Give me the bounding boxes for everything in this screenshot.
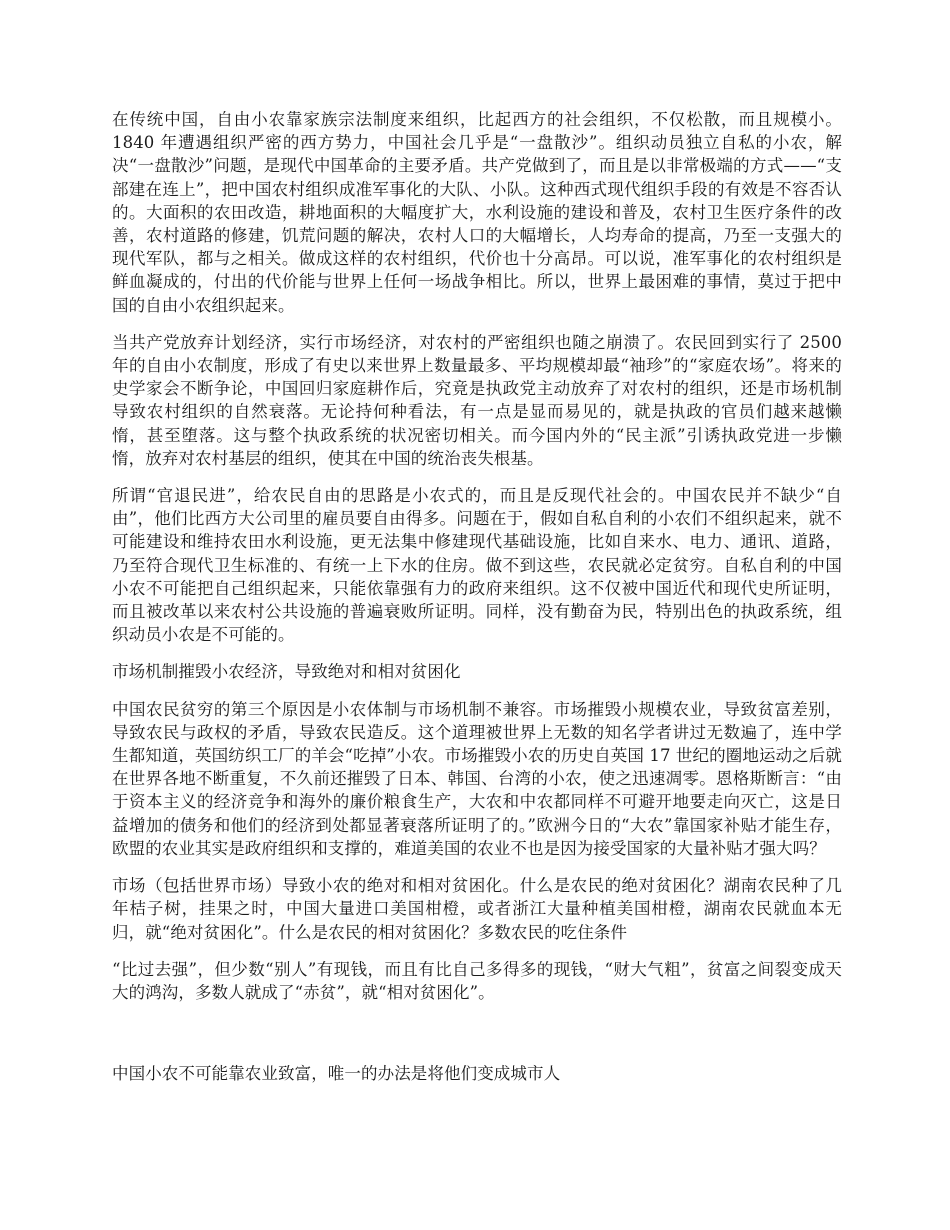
section-heading-urbanization: 中国小农不可能靠农业致富，唯一的办法是将他们变成城市人 <box>112 1064 561 1084</box>
paragraph-absolute-relative-poverty: 市场（包括世界市场）导致小农的绝对和相对贫困化。什么是农民的绝对贫困化？湖南农民种了几年桔子树，挂果之时，中国大量进口美国柑橙，或者浙江大量种植美国柑橙，湖南农民就血本无归，就“绝对贫困化”。什么是农民的相对贫困化？多数农民的吃住条件 <box>112 876 842 942</box>
paragraph-poverty-continued: “比过去强”，但少数“别人”有现钱，而且有比自己多得多的现钱，“财大气粗”，贫富之间裂变成天大的鸿沟，多数人就成了“赤贫”，就“相对贫困化”。 <box>112 959 842 1002</box>
paragraph-traditional-organization: 在传统中国，自由小农靠家族宗法制度来组织，比起西方的社会组织，不仅松散，而且规模小。1840 年遭遇组织严密的西方势力，中国社会几乎是“一盘散沙”。组织动员独立自私的小农，解决“一盘散沙”问题，是现代中国革命的主要矛盾。共产党做到了，而且是以非常极端的方式——“支部建在连上”，把中国农村组织成准军事化的大队、小队。这种西式现代组织手段的有效是不容否认的。大面积的农田改造，耕地面积的大幅度扩大，水利设施的建设和普及，农村卫生医疗条件的改善，农村道路的修建，饥荒问题的解决，农村人口的大幅增长，人均寿命的提高，乃至一支强大的现代军队，都与之相关。做成这样的农村组织，代价也十分高昂。可以说，准军事化的农村组织是鲜血凝成的，付出的代价能与世界上任何一场战争相比。所以，世界上最困难的事情，莫过于把中国的自由小农组织起来。 <box>112 110 842 315</box>
paragraph-officials-retreat: 所谓“官退民进”，给农民自由的思路是小农式的，而且是反现代社会的。中国农民并不缺少“自由”，他们比西方大公司里的雇员要自由得多。问题在于，假如自私自利的小农们不组织起来，就不可能建设和维持农田水利设施，更无法集中修建现代基础设施，比如自来水、电力、通讯、道路，乃至符合现代卫生标准的、有统一上下水的住房。做不到这些，农民就必定贫穷。自私自利的中国小农不可能把自己组织起来，只能依靠强有力的政府来组织。这不仅被中国近代和现代史所证明，而且被改革以来农村公共设施的普遍衰败所证明。同样，没有勤奋为民，特别出色的执政系统，组织动员小农是不可能的。 <box>112 486 842 645</box>
document-page <box>112 108 842 1099</box>
section-heading-market-mechanism: 市场机制摧毁小农经济，导致绝对和相对贫困化 <box>112 662 461 682</box>
paragraph-market-economy: 当共产党放弃计划经济，实行市场经济，对农村的严密组织也随之崩溃了。农民回到实行了 2500 年的自由小农制度，形成了有史以来世界上数量最多、平均规模却最“袖珍”的“家庭农场”。将来的史学家会不断争论，中国回归家庭耕作后，究竟是执政党主动放弃了对农村的组织，还是市场机制导致农村组织的自然衰落。无论持何种看法，有一点是显而易见的，就是执政的官员们越来越懒惰，甚至堕落。这与整个执政系统的状况密切相关。而今国内外的“民主派”引诱执政党进一步懒惰，放弃对农村基层的组织，使其在中国的统治丧失根基。 <box>112 332 842 468</box>
blank-gap <box>112 1018 842 1062</box>
paragraph-third-reason: 中国农民贫穷的第三个原因是小农体制与市场机制不兼容。市场摧毁小规模农业，导致贫富差别，导致农民与政权的矛盾，导致农民造反。这个道理被世界上无数的知名学者讲过无数遍了，连中学生都知道，英国纺织工厂的羊会“吃掉”小农。市场摧毁小农的历史自英国 17 世纪的圈地运动之后就在世界各地不断重复，不久前还摧毁了日本、韩国、台湾的小农，使之迅速凋零。恩格斯断言：“由于资本主义的经济竞争和海外的廉价粮食生产，大农和中农都同样不可避开地要走向灭亡，这是日益增加的债务和他们的经济到处都显著衰落所证明了的。”欧洲今日的“大农”靠国家补贴才能生存，欧盟的农业其实是政府组织和支撑的，难道美国的农业不也是因为接受国家的大量补贴才强大吗？ <box>112 699 842 858</box>
